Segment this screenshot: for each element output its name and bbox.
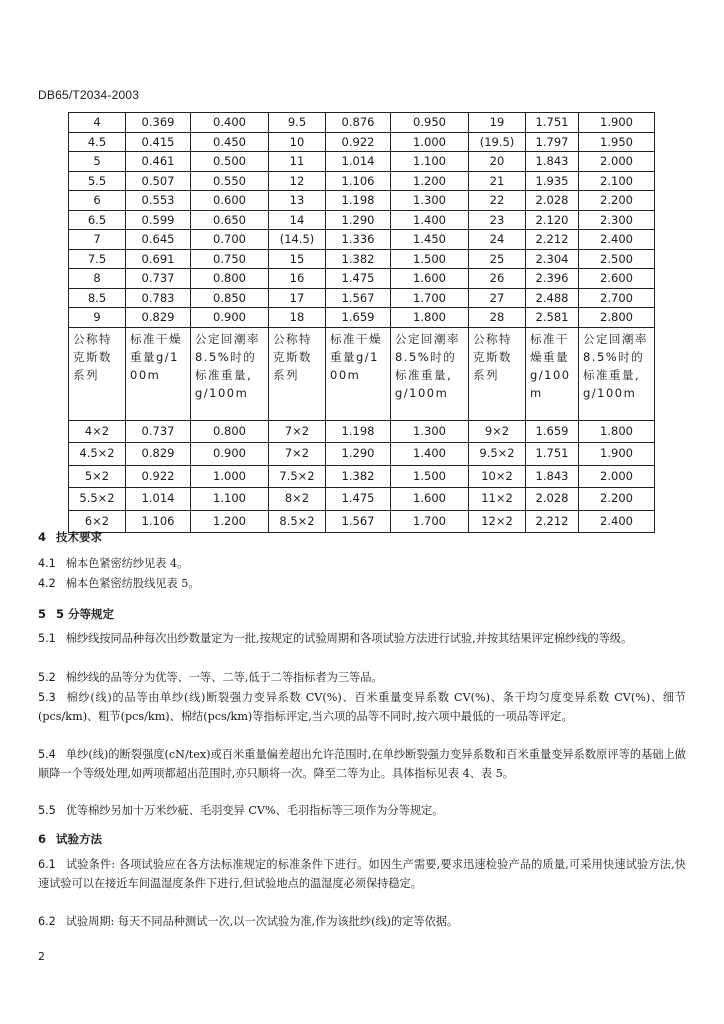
table-cell: 1.800	[391, 308, 469, 328]
table-cell: 2.200	[579, 488, 655, 511]
table-cell: 0.922	[126, 465, 191, 488]
page-number: 2	[38, 950, 45, 963]
table-cell: 0.369	[126, 113, 191, 133]
table-cell: 2.120	[526, 210, 579, 230]
table-cell: 2.400	[579, 230, 655, 250]
spec-table	[68, 112, 655, 533]
table-cell: 2.212	[526, 230, 579, 250]
table-row	[69, 152, 655, 172]
table-cell: 0.645	[126, 230, 191, 250]
table-cell: 23	[469, 210, 526, 230]
table-cell: 24	[469, 230, 526, 250]
table-cell: 0.900	[191, 308, 269, 328]
table-cell: 27	[469, 288, 526, 308]
table-cell: 1.900	[579, 113, 655, 133]
table-cell: 0.461	[126, 152, 191, 172]
section-6-heading: 6 试验方法	[38, 832, 103, 846]
table-cell: 0.550	[191, 171, 269, 191]
table-cell: 0.650	[191, 210, 269, 230]
section-4-heading: 4 技术要求	[38, 530, 103, 544]
table-row	[69, 443, 655, 466]
section-5-heading: 5 5 分等规定	[38, 607, 115, 621]
table-cell: 2.396	[526, 269, 579, 289]
table-cell: 1.198	[326, 420, 391, 443]
table-cell: 1.106	[326, 171, 391, 191]
para-5-5: 5.5 优等棉纱另加十万米纱疵、毛羽变异 CV%、毛羽指标等三项作为分等规定。	[38, 804, 444, 817]
table-cell: 1.900	[579, 443, 655, 466]
table-cell: (14.5)	[269, 230, 326, 250]
table-cell: 6×2	[69, 510, 126, 533]
table-cell: 2.000	[579, 465, 655, 488]
document-id: DB65/T2034-2003	[38, 88, 140, 102]
table-header-section	[69, 327, 655, 420]
table-cell: 10×2	[469, 465, 526, 488]
table-cell: 2.000	[579, 152, 655, 172]
table-cell: 2.028	[526, 488, 579, 511]
table-row	[69, 488, 655, 511]
table-cell: 0.783	[126, 288, 191, 308]
table-cell: 0.850	[191, 288, 269, 308]
table-cell: 2.200	[579, 191, 655, 211]
table-row	[69, 191, 655, 211]
table-cell: 1.382	[326, 249, 391, 269]
table-cell: 2.600	[579, 269, 655, 289]
table-cell: 1.014	[126, 488, 191, 511]
table-cell: 6.5	[69, 210, 126, 230]
table-cell: 0.829	[126, 308, 191, 328]
table-cell: 1.200	[191, 510, 269, 533]
table-cell: 1.336	[326, 230, 391, 250]
table-cell: 0.553	[126, 191, 191, 211]
table-cell: 2.100	[579, 171, 655, 191]
table-cell: 0.922	[326, 132, 391, 152]
table-cell: 0.415	[126, 132, 191, 152]
table-cell: 2.500	[579, 249, 655, 269]
table-bottom-section	[69, 420, 655, 533]
table-header-cell: 公定回潮率 8.5%时的标准重量,g/100m	[579, 327, 655, 420]
table-cell: 12×2	[469, 510, 526, 533]
table-cell: (19.5)	[469, 132, 526, 152]
table-cell: 17	[269, 288, 326, 308]
table-cell: 10	[269, 132, 326, 152]
table-header-cell: 标准干燥重量g/100m	[526, 327, 579, 420]
table-cell: 28	[469, 308, 526, 328]
table-cell: 1.014	[326, 152, 391, 172]
table-cell: 1.600	[391, 488, 469, 511]
table-cell: 2.028	[526, 191, 579, 211]
table-cell: 18	[269, 308, 326, 328]
table-cell: 4.5×2	[69, 443, 126, 466]
table-cell: 1.843	[526, 465, 579, 488]
table-cell: 25	[469, 249, 526, 269]
table-row	[69, 288, 655, 308]
table-cell: 0.500	[191, 152, 269, 172]
table-cell: 2.400	[579, 510, 655, 533]
para-5-2: 5.2 棉纱线的品等分为优等、一等、二等,低于二等指标者为三等品。	[38, 671, 383, 684]
table-cell: 0.800	[191, 420, 269, 443]
para-5-4: 5.4 单纱(线)的断裂强度(cN/tex)或百米重量偏差超出允许范围时,在单纱断裂强力变异系数和百米重量变异系数原评等的基础上做顺降一个等级处理,如两项都超出范围时,亦只顺将一次。降至二等为止。具体指标见表 4、表 5。	[38, 748, 686, 780]
table-header-cell: 公定回潮率 8.5%时的标准重量,g/100m	[391, 327, 469, 420]
table-cell: 0.450	[191, 132, 269, 152]
table-cell: 1.000	[391, 132, 469, 152]
table-cell: 1.950	[579, 132, 655, 152]
table-cell: 16	[269, 269, 326, 289]
table-cell: 22	[469, 191, 526, 211]
table-cell: 13	[269, 191, 326, 211]
table-cell: 2.304	[526, 249, 579, 269]
para-6-1: 6.1 试验条件: 各项试验应在各方法标准规定的标准条件下进行。如因生产需要,要求迅速检验产品的质量,可采用快速试验方法,快速试验可以在接近车间温湿度条件下进行,但试验地点的温湿度必须保持稳定。	[38, 858, 686, 890]
table-cell: 1.200	[391, 171, 469, 191]
table-cell: 1.290	[326, 443, 391, 466]
table-cell: 1.198	[326, 191, 391, 211]
table-row	[69, 210, 655, 230]
table-cell: 20	[469, 152, 526, 172]
table-cell: 7.5×2	[269, 465, 326, 488]
table-row	[69, 420, 655, 443]
table-cell: 9.5×2	[469, 443, 526, 466]
table-cell: 1.935	[526, 171, 579, 191]
table-row	[69, 113, 655, 133]
table-cell: 9	[69, 308, 126, 328]
table-cell: 1.659	[526, 420, 579, 443]
table-cell: 26	[469, 269, 526, 289]
table-cell: 9.5	[269, 113, 326, 133]
para-4-2: 4.2 棉本色紧密纺股线见表 5。	[38, 577, 200, 590]
table-header-row	[69, 327, 655, 420]
table-cell: 8.5	[69, 288, 126, 308]
table-cell: 8×2	[269, 488, 326, 511]
table-cell: 2.300	[579, 210, 655, 230]
table-cell: 1.659	[326, 308, 391, 328]
table-cell: 2.212	[526, 510, 579, 533]
table-cell: 2.700	[579, 288, 655, 308]
table-cell: 7×2	[269, 443, 326, 466]
table-cell: 1.475	[326, 488, 391, 511]
table-cell: 2.800	[579, 308, 655, 328]
table-cell: 5×2	[69, 465, 126, 488]
table-top-section	[69, 113, 655, 328]
table-cell: 4	[69, 113, 126, 133]
table-header-cell: 公称特克斯数系列	[469, 327, 526, 420]
table-cell: 1.290	[326, 210, 391, 230]
table-cell: 0.800	[191, 269, 269, 289]
table-cell: 1.100	[191, 488, 269, 511]
table-cell: 1.100	[391, 152, 469, 172]
para-4-1: 4.1 棉本色紧密纺纱见表 4。	[38, 557, 189, 570]
table-header-cell: 公称特克斯数系列	[269, 327, 326, 420]
table-cell: 5.5×2	[69, 488, 126, 511]
table-cell: 0.737	[126, 269, 191, 289]
table-cell: 1.797	[526, 132, 579, 152]
table-cell: 0.900	[191, 443, 269, 466]
table-cell: 0.507	[126, 171, 191, 191]
table-cell: 1.700	[391, 510, 469, 533]
table-cell: 0.400	[191, 113, 269, 133]
table-row	[69, 465, 655, 488]
table-cell: 0.691	[126, 249, 191, 269]
table-row	[69, 269, 655, 289]
table-cell: 11×2	[469, 488, 526, 511]
table-cell: 0.599	[126, 210, 191, 230]
table-header-cell: 公称特克斯数系列	[69, 327, 126, 420]
table-cell: 0.750	[191, 249, 269, 269]
table-cell: 1.475	[326, 269, 391, 289]
table-row	[69, 249, 655, 269]
table-cell: 1.450	[391, 230, 469, 250]
table-cell: 1.567	[326, 510, 391, 533]
table-cell: 1.400	[391, 210, 469, 230]
table-cell: 0.737	[126, 420, 191, 443]
table-cell: 4×2	[69, 420, 126, 443]
table-cell: 5	[69, 152, 126, 172]
table-row	[69, 132, 655, 152]
table-cell: 1.300	[391, 420, 469, 443]
para-6-2: 6.2 试验周期: 每天不同品种测试一次,以一次试验为准,作为该批纱(线)的定等依据。	[38, 915, 459, 928]
table-cell: 1.300	[391, 191, 469, 211]
table-row	[69, 171, 655, 191]
para-5-1: 5.1 棉纱线按同品种每次出纱数量定为一批,按规定的试验周期和各项试验方法进行试验,并按其结果评定棉纱线的等级。	[38, 632, 633, 645]
para-5-3: 5.3 棉纱(线)的品等由单纱(线)断裂强力变异系数 CV(%)、百米重量变异系数 CV(%)、条干均匀度变异系数 CV(%)、细节(pcs/km)、粗节(pcs/km)、棉结(pcs/km)等指标评定,当六项的品等不同时,按六项中最低的一项品等评定。	[38, 691, 686, 723]
table-row	[69, 230, 655, 250]
table-cell: 15	[269, 249, 326, 269]
table-cell: 2.581	[526, 308, 579, 328]
table-cell: 2.488	[526, 288, 579, 308]
table-cell: 7.5	[69, 249, 126, 269]
table-cell: 1.106	[126, 510, 191, 533]
table-cell: 8.5×2	[269, 510, 326, 533]
table-cell: 9×2	[469, 420, 526, 443]
table-cell: 19	[469, 113, 526, 133]
table-cell: 1.700	[391, 288, 469, 308]
table-cell: 1.400	[391, 443, 469, 466]
table-cell: 5.5	[69, 171, 126, 191]
table-cell: 11	[269, 152, 326, 172]
table-cell: 21	[469, 171, 526, 191]
table-header-cell: 标准干燥重量g/100m	[326, 327, 391, 420]
table-cell: 1.382	[326, 465, 391, 488]
table-cell: 0.700	[191, 230, 269, 250]
table-cell: 1.751	[526, 113, 579, 133]
table-cell: 1.500	[391, 249, 469, 269]
table-cell: 0.950	[391, 113, 469, 133]
table-cell: 14	[269, 210, 326, 230]
table-cell: 7	[69, 230, 126, 250]
table-header-cell: 标准干燥重量g/100m	[126, 327, 191, 420]
table-header-cell: 公定回潮率 8.5%时的标准重量,g/100m	[191, 327, 269, 420]
table-cell: 0.876	[326, 113, 391, 133]
table-cell: 4.5	[69, 132, 126, 152]
table-cell: 0.600	[191, 191, 269, 211]
table-cell: 1.600	[391, 269, 469, 289]
table-cell: 0.829	[126, 443, 191, 466]
table-cell: 6	[69, 191, 126, 211]
table-cell: 1.800	[579, 420, 655, 443]
table-cell: 1.751	[526, 443, 579, 466]
table-cell: 1.000	[191, 465, 269, 488]
table-cell: 8	[69, 269, 126, 289]
table-cell: 1.567	[326, 288, 391, 308]
table-cell: 1.500	[391, 465, 469, 488]
table-cell: 7×2	[269, 420, 326, 443]
table-row	[69, 308, 655, 328]
table-cell: 1.843	[526, 152, 579, 172]
table-cell: 12	[269, 171, 326, 191]
